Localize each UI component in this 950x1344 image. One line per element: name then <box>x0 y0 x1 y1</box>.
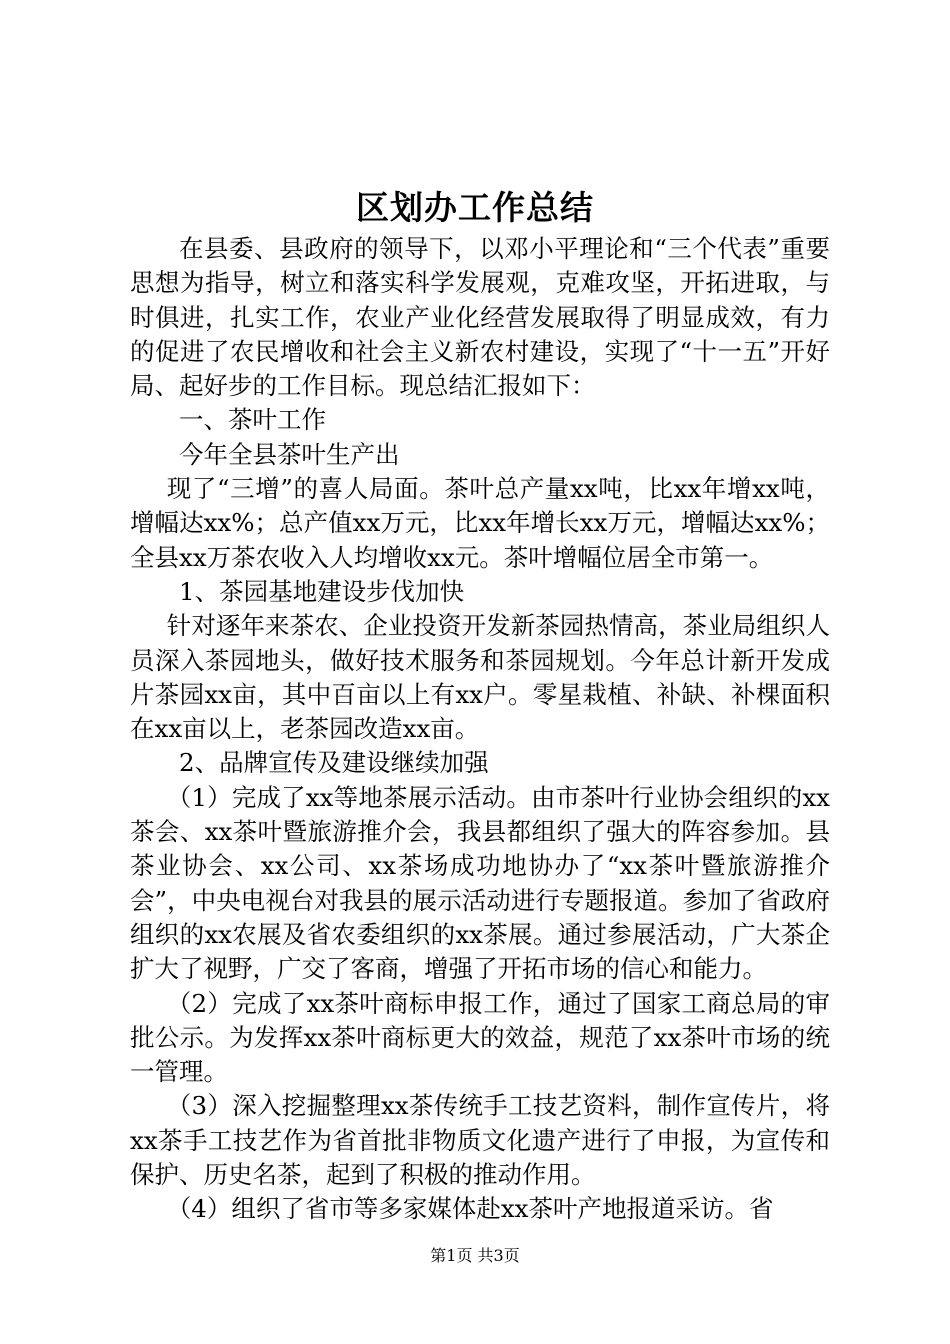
paragraph-brand-3: （3）深入挖掘整理xx茶传统手工技艺资料，制作宣传片，将xx茶手工技艺作为省首批非物质文化遗产进行了申报，为宣传和保护、历史名茶，起到了积极的推动作用。 <box>130 1091 830 1190</box>
paragraph-intro: 在县委、县政府的领导下，以邓小平理论和“三个代表”重要思想为指导，树立和落实科学发展观，克难攻坚，开拓进取，与时俱进，扎实工作，农业产业化经营发展取得了明显成效，有力的促进了农民增收和社会主义新农村建设，实现了“十一五”开好局、起好步的工作目标。现总结汇报如下： <box>130 234 830 401</box>
subheading-tea-garden: 1、茶园基地建设步伐加快 <box>179 576 465 606</box>
paragraph-brand-2: （2）完成了xx茶叶商标申报工作，通过了国家工商总局的审批公示。为发挥xx茶叶商标更大的效益，规范了xx茶叶市场的统一管理。 <box>130 988 830 1087</box>
paragraph-brand-4: （4）组织了省市等多家媒体赴xx茶叶产地报道采访。省 <box>166 1194 774 1224</box>
document-title: 区划办工作总结 <box>356 188 594 227</box>
document-body <box>130 232 830 1227</box>
section-heading-tea: 一、茶叶工作 <box>179 405 326 435</box>
subheading-brand: 2、品牌宣传及建设继续加强 <box>179 748 489 778</box>
paragraph-brand-1: （1）完成了xx等地茶展示活动。由市茶叶行业协会组织的xx茶会、xx茶叶暨旅游推介会，我县都组织了强大的阵容参加。县茶业协会、xx公司、xx茶场成功地协办了“xx茶叶暨旅游推介会”，中央电视台对我县的展示活动进行专题报道。参加了省政府组织的xx农展及省农委组织的xx茶展。通过参展活动，广大茶企扩大了视野，广交了客商，增强了开拓市场的信心和能力。 <box>130 782 830 984</box>
paragraph-tea-production: 现了“三增”的喜人局面。茶叶总产量xx吨，比xx年增xx吨，增幅达xx%；总产值xx万元，比xx年增长xx万元，增幅达xx%；全县xx万茶农收入人均增收xx元。茶叶增幅位居全市第一。 <box>130 474 830 572</box>
page-footer: 第1页 共3页 <box>430 1246 520 1265</box>
paragraph-tea-production-lead: 今年全县茶叶生产出 <box>179 439 400 469</box>
paragraph-tea-garden: 针对逐年来茶农、企业投资开发新茶园热情高，茶业局组织人员深入茶园地头，做好技术服务和茶园规划。今年总计新开发成片茶园xx亩，其中百亩以上有xx户。零星栽植、补缺、补棵面积在xx亩以上，老茶园改造xx亩。 <box>130 611 830 744</box>
